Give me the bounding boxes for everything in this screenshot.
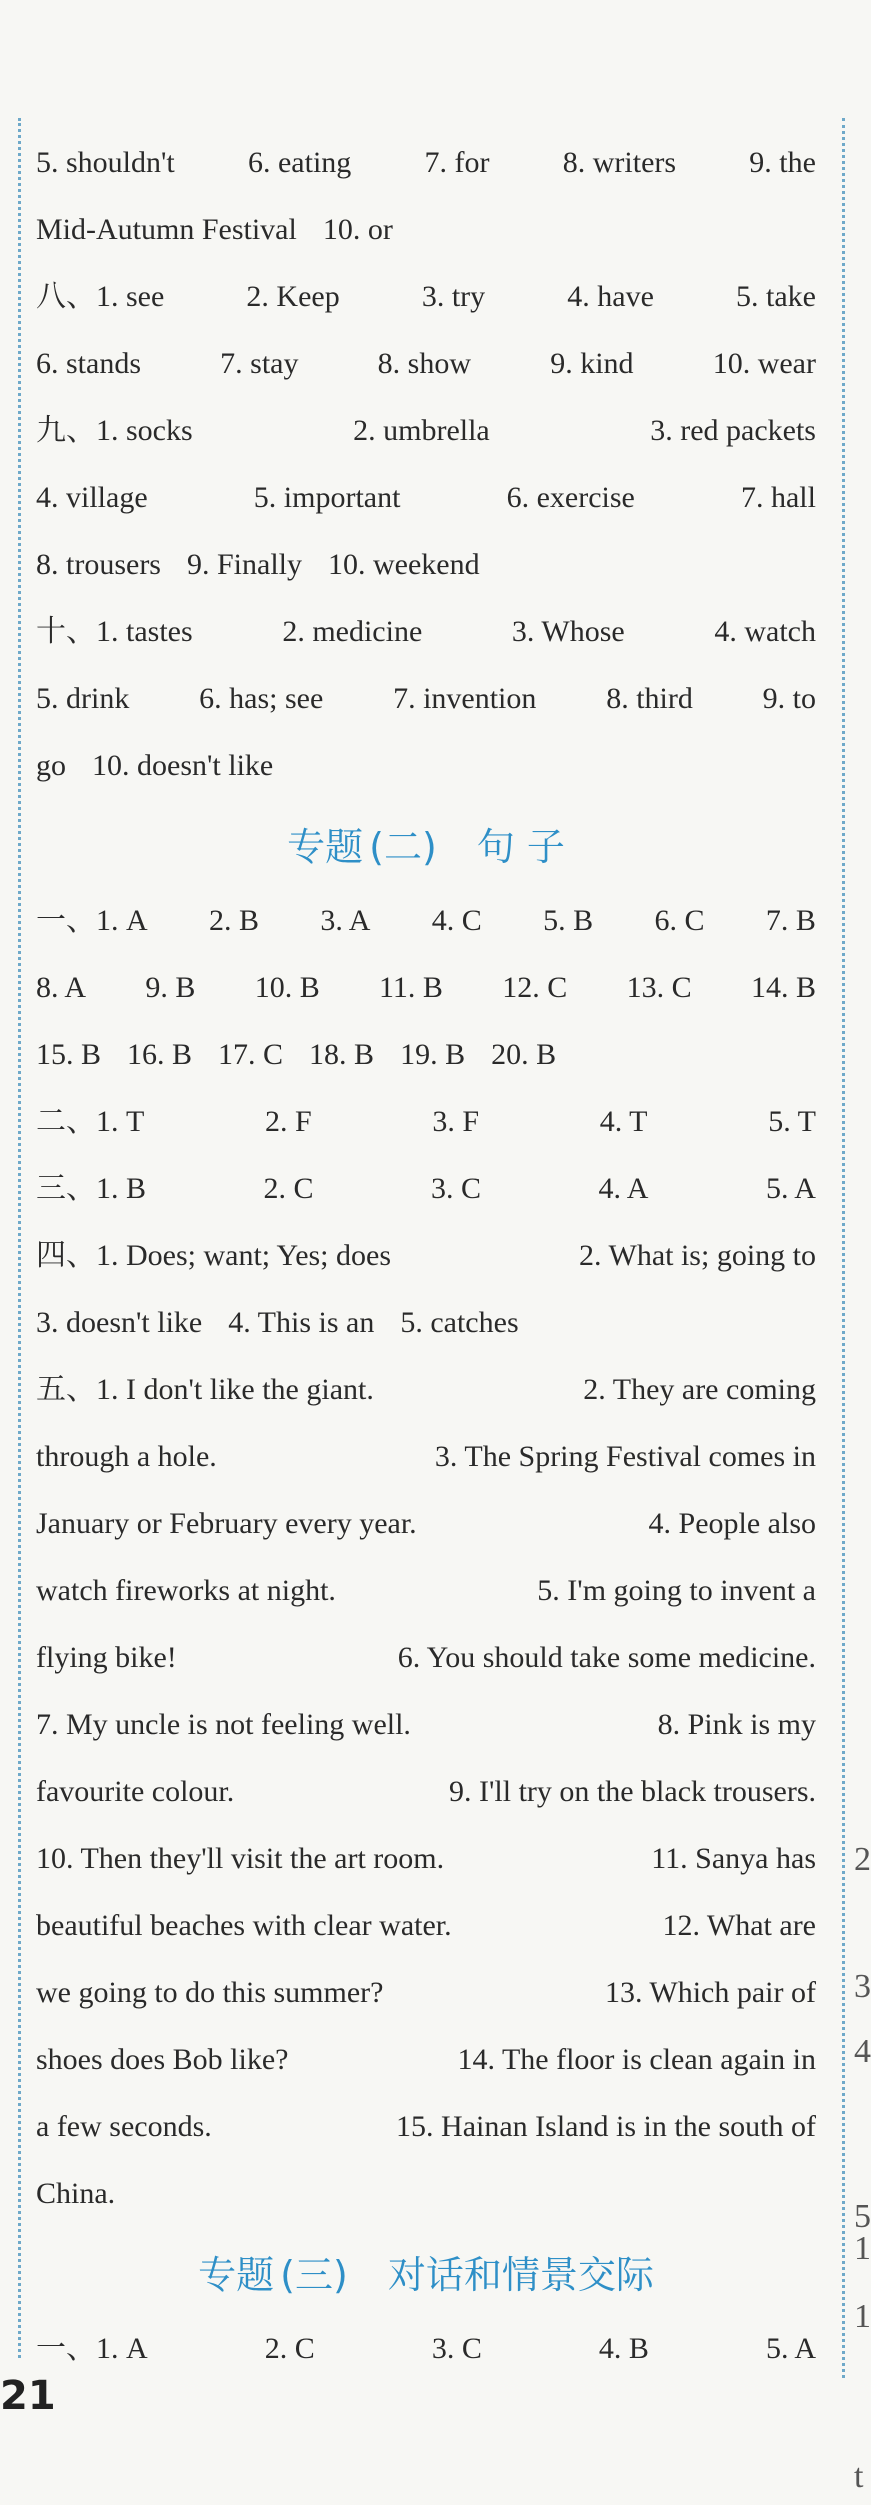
section-prefix: 专题 [287,824,364,869]
answer-item: 6. stands [36,347,141,380]
answer-line [36,1423,816,1490]
margin-mark: 1 [854,2298,871,2335]
answer-item: 5. drink [36,682,130,715]
answer-item: 6. eating [247,146,352,179]
margin-mark: t [854,2458,864,2495]
answer-item: 2. F [265,1105,312,1138]
answer-item: 8. Pink is my [657,1708,816,1741]
answer-item: 2. medicine [282,615,423,648]
answer-item: beautiful beaches with clear water. [36,1909,452,1942]
answer-item: 三、1. B [36,1172,147,1205]
answer-item: 8. trousers [36,548,161,581]
answer-item: 11. B [379,971,443,1004]
answer-item: 9. I'll try on the black trousers. [449,1775,816,1808]
answer-line [36,665,816,732]
answer-item: 5. T [768,1105,816,1138]
answer-item: 3. A [320,904,371,937]
answer-key-content [36,129,816,2382]
answer-item: 四、1. Does; want; Yes; does [36,1239,392,1272]
answer-item: 2. They are coming [583,1373,816,1406]
adjacent-page-margin [854,0,871,2505]
section-prefix: 专题 [198,2252,275,2297]
answer-line [36,397,816,464]
answer-line [36,196,816,263]
answer-item: 9. B [145,971,196,1004]
answer-item: 一、1. A [36,2332,148,2365]
answer-item: 9. the [749,146,816,179]
answer-item: 4. watch [714,615,816,648]
answer-item: 8. show [377,347,472,380]
answer-item: 3. try [421,280,486,313]
answer-item: 17. C [218,1038,284,1071]
answer-item: 3. F [432,1105,480,1138]
answer-item: 4. C [431,904,482,937]
answer-item: 10. doesn't like [92,749,274,782]
answer-item: 5. shouldn't [36,146,175,179]
answer-item: 14. The floor is clean again in [457,2043,816,2076]
right-dotted-rule [842,118,845,2378]
answer-item: 7. My uncle is not feeling well. [36,1708,411,1741]
answer-item: 6. C [654,904,705,937]
answer-line [36,1155,816,1222]
answer-item: a few seconds. [36,2110,212,2143]
answer-item: 3. C [431,2332,482,2365]
answer-item: 3. The Spring Festival comes in [434,1440,816,1473]
answer-item: 3. Whose [511,615,625,648]
answer-item: 5. A [765,2332,816,2365]
answer-item: January or February every year. [36,1507,417,1540]
answer-item: 二、1. T [36,1105,145,1138]
answer-item: watch fireworks at night. [36,1574,336,1607]
answer-item: 3. red packets [650,414,816,447]
answer-line [36,2160,816,2227]
answer-item: 15. Hainan Island is in the south of [396,2110,816,2143]
answer-line [36,1289,816,1356]
answer-item: 12. What are [662,1909,816,1942]
section-title: 句 子 [476,824,565,869]
answer-line [36,2315,816,2382]
answer-item: 10. or [322,213,393,246]
answer-line [36,954,816,1021]
answer-item: 2. C [264,2332,315,2365]
answer-line [36,598,816,665]
answer-line [36,1892,816,1959]
answer-item: 13. Which pair of [604,1976,816,2009]
margin-mark: 5 [854,2198,871,2235]
answer-item: 8. A [36,971,87,1004]
answer-line [36,732,816,799]
answer-item: 5. B [543,904,594,937]
answer-item: 16. B [127,1038,193,1071]
answer-item: 6. exercise [506,481,635,514]
answer-item: 5. take [736,280,816,313]
answer-item: favourite colour. [36,1775,235,1808]
answer-item: 9. Finally [186,548,302,581]
answer-item: 4. B [598,2332,649,2365]
answer-line [36,1088,816,1155]
answer-item: 18. B [309,1038,375,1071]
answer-line [36,1490,816,1557]
answer-line [36,1758,816,1825]
answer-line [36,2093,816,2160]
page-number: 21 [0,2373,56,2419]
answer-item: 8. writers [562,146,677,179]
answer-item: 3. C [430,1172,481,1205]
answer-line [36,1691,816,1758]
answer-item: 11. Sanya has [651,1842,816,1875]
answer-item: 2. Keep [246,280,340,313]
answer-line [36,1356,816,1423]
answer-item: 20. B [491,1038,557,1071]
answer-item: 2. B [209,904,260,937]
answer-line [36,1624,816,1691]
margin-mark: 3 [854,1968,871,2005]
answer-item: 13. C [626,971,692,1004]
answer-item: 5. important [253,481,401,514]
section-title: 对话和情景交际 [387,2252,654,2297]
answer-item: 4. T [599,1105,648,1138]
section-number: (二) [369,824,437,869]
answer-item: 五、1. I don't like the giant. [36,1373,374,1406]
answer-item: 6. You should take some medicine. [397,1641,816,1674]
answer-item: go [36,749,66,782]
answers-topic-2 [36,887,816,2227]
margin-mark: 4 [854,2033,871,2070]
answer-item: 4. A [598,1172,649,1205]
answer-item: 2. What is; going to [579,1239,816,1272]
answer-line [36,1959,816,2026]
answer-item: flying bike! [36,1641,177,1674]
answer-item: 2. umbrella [353,414,490,447]
answer-item: 5. catches [400,1306,519,1339]
answer-item: 6. has; see [199,682,324,715]
left-dotted-rule [18,118,21,2358]
answer-line [36,464,816,531]
answer-line [36,1222,816,1289]
answer-item: 9. to [762,682,816,715]
answer-item: China. [36,2177,116,2210]
answer-item: 5. I'm going to invent a [537,1574,816,1607]
answer-item: 八、1. see [36,280,165,313]
answer-item: 十、1. tastes [36,615,193,648]
answer-item: 九、1. socks [36,414,193,447]
answer-item: 一、1. A [36,904,148,937]
answer-item: 3. doesn't like [36,1306,203,1339]
answer-item: 7. B [765,904,816,937]
answer-item: 5. A [765,1172,816,1205]
section-heading-3 [36,2227,816,2315]
answer-line [36,2026,816,2093]
answer-item: 19. B [400,1038,466,1071]
answer-item: 10. B [254,971,320,1004]
answer-line [36,1557,816,1624]
answers-topic-1-continued [36,129,816,799]
answer-item: 8. third [606,682,693,715]
answer-item: 12. C [502,971,568,1004]
answer-item: 7. stay [220,347,299,380]
answers-topic-3 [36,2315,816,2382]
answer-item: 9. kind [550,347,634,380]
answer-item: 4. have [567,280,654,313]
margin-mark: 2 [854,1841,871,1878]
answer-item: 14. B [750,971,816,1004]
answer-item: 10. Then they'll visit the art room. [36,1842,445,1875]
margin-mark: 1 [854,2230,871,2267]
answer-item: 10. wear [712,347,816,380]
answer-line [36,129,816,196]
answer-item: we going to do this summer? [36,1976,384,2009]
answer-item: 7. for [424,146,490,179]
answer-item: Mid-Autumn Festival [36,213,297,246]
answer-item: 4. People also [648,1507,816,1540]
answer-line [36,531,816,598]
answer-item: through a hole. [36,1440,217,1473]
answer-line [36,1825,816,1892]
answer-item: 10. weekend [328,548,480,581]
answer-item: 15. B [36,1038,102,1071]
answer-line [36,1021,816,1088]
answer-item: 7. invention [393,682,537,715]
section-heading-2 [36,799,816,887]
answer-item: shoes does Bob like? [36,2043,289,2076]
section-number: (三) [280,2252,348,2297]
answer-line [36,887,816,954]
answer-line [36,330,816,397]
answer-item: 7. hall [740,481,816,514]
answer-item: 4. village [36,481,148,514]
answer-item: 4. This is an [228,1306,375,1339]
answer-line [36,263,816,330]
answer-item: 2. C [263,1172,314,1205]
